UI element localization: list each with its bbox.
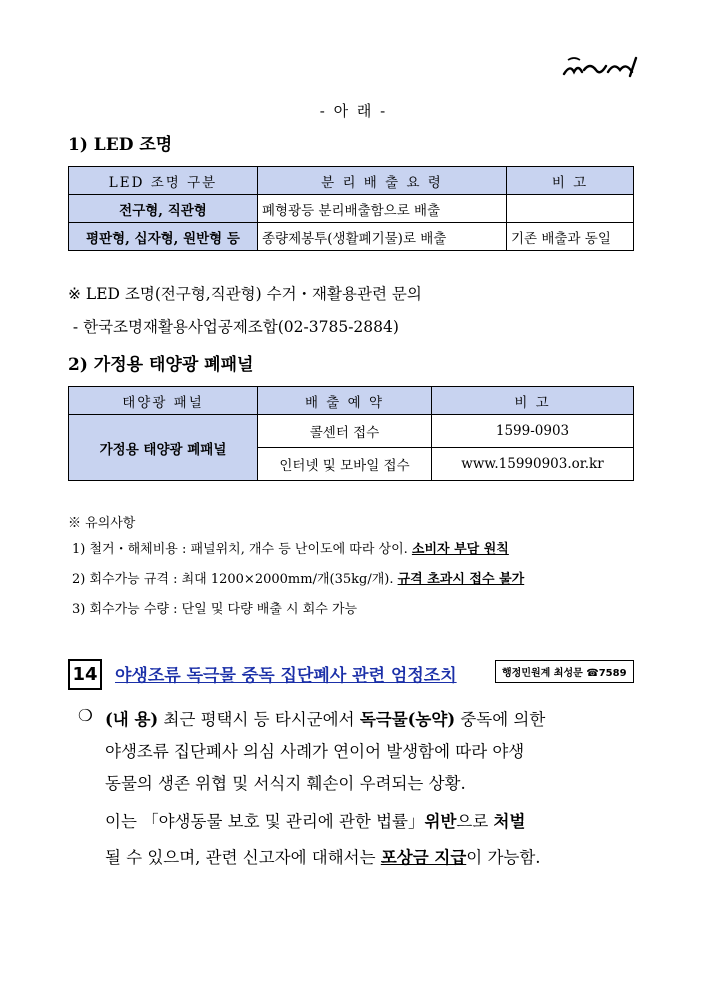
note-item [72,598,357,617]
contact-badge: 행정민원계 최성문 ☎7589 [495,660,634,683]
notes-title: ※ 유의사항 [68,516,136,531]
table-row [69,415,634,448]
section-number: 14 [68,659,102,690]
table-cell: 콜센터 접수 [258,415,432,448]
led-note: ※ LED 조명(전구형,직관형) 수거・재활용관련 문의 [68,285,422,303]
table-header-cell: 태양광 패널 [69,387,258,415]
table-header-cell: 비 고 [507,167,634,195]
note-emphasis: 소비자 부담 원칙 [411,542,509,557]
table-cell: 폐형광등 분리배출함으로 배출 [258,195,507,223]
bullet-icon: ❍ [78,706,93,725]
table-header-cell: LED 조명 구분 [69,167,258,195]
slogan-logo [560,50,650,84]
solar-table [68,386,634,481]
body-text: 으로 [456,812,494,831]
body-text: 최근 평택시 등 타시군에서 [163,710,360,729]
table-cell: 인터넷 및 모바일 접수 [258,448,432,481]
body-bold: 처벌 [493,812,526,831]
led-table [68,166,634,251]
table-cell: 평판형, 십자형, 원반형 등 [69,223,258,251]
body-line [105,806,525,838]
table-header-row [69,167,634,195]
table-header-row [69,387,634,415]
led-heading: 1) LED 조명 [68,135,173,155]
body-text: 중독에 의한 [455,710,546,729]
table-header-cell: 비 고 [432,387,634,415]
table-header-cell: 분 리 배 출 요 령 [258,167,507,195]
body-line: 야생조류 집단폐사 의심 사례가 연이어 발생함에 따라 야생 [105,742,525,761]
table-cell: 종량제봉투(생활폐기물)로 배출 [258,223,507,251]
section-heading-center: - 아 래 - [319,102,388,120]
note-emphasis: 규격 초과시 접수 불가 [397,572,525,587]
note-text: 3) 회수가능 수량 : 단일 및 다량 배출 시 회수 가능 [72,602,358,617]
body-line [105,842,541,874]
note-item [72,538,509,557]
body-underline: 포상금 지급 [380,848,467,867]
solar-heading: 2) 가정용 태양광 폐패널 [68,355,254,375]
note-item [72,568,524,587]
table-cell: 전구형, 직관형 [69,195,258,223]
table-cell [507,195,634,223]
body-bold: 위반 [424,812,457,831]
table-row [69,195,634,223]
body-text: 될 수 있으며, 관련 신고자에 대해서는 [105,848,381,867]
table-header-cell: 배 출 예 약 [258,387,432,415]
table-cell: 가정용 태양광 폐패널 [69,415,258,481]
table-cell: 1599-0903 [432,415,634,448]
table-row [69,223,634,251]
led-contact: - 한국조명재활용사업공제조합(02-3785-2884) [68,318,399,336]
body-bold: 독극물(농약) [359,710,456,729]
note-text: 2) 회수가능 규격 : 최대 1200×2000mm/개(35kg/개). [72,572,398,587]
body-line [105,704,545,736]
body-text: 이 가능함. [466,848,541,867]
table-cell: www.15990903.or.kr [432,448,634,481]
body-text: 이는 「야생동물 보호 및 관리에 관한 법률」 [105,812,425,831]
section-title: 야생조류 독극물 중독 집단폐사 관련 엄정조치 [115,666,457,686]
body-line: 동물의 생존 위협 및 서식지 훼손이 우려되는 상황. [105,774,466,793]
content-label: (내 용) [105,710,159,729]
note-text: 1) 철거・해체비용 : 패널위치, 개수 등 난이도에 따라 상이. [72,542,412,557]
table-cell: 기존 배출과 동일 [507,223,634,251]
